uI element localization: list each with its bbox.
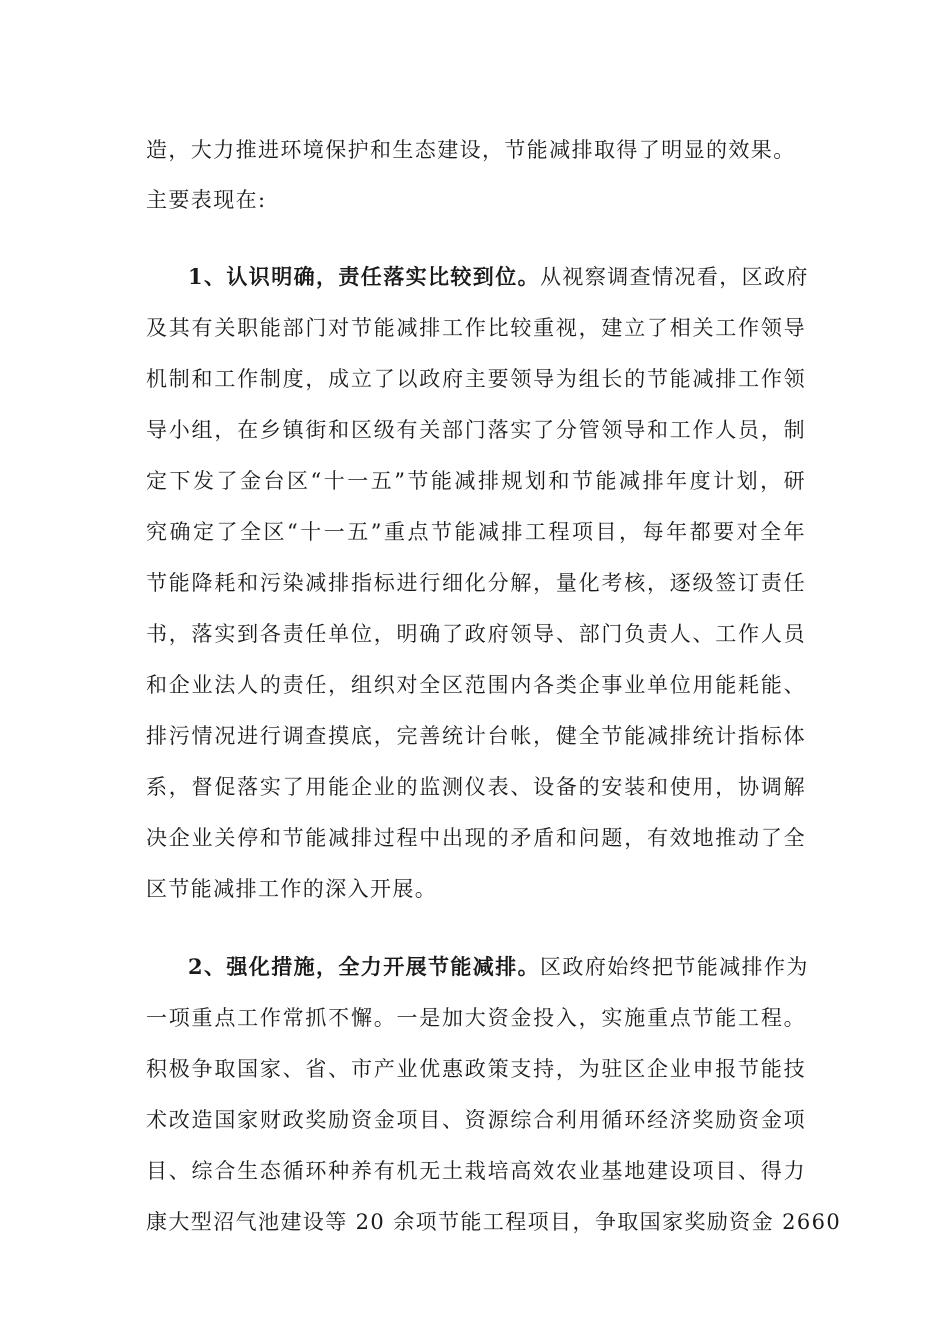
text-line bbox=[146, 721, 806, 751]
line-text: 一项重点工作常抓不懈。一是加大资金投入，实施重点节能工程。 bbox=[146, 1006, 806, 1030]
line-text: 决企业关停和节能减排过程中出现的矛盾和问题，有效地推动了全 bbox=[146, 826, 806, 850]
text-line bbox=[146, 1207, 842, 1237]
text-line bbox=[146, 619, 806, 649]
paragraph-heading-line bbox=[188, 262, 809, 292]
line-text: 和企业法人的责任，组织对全区范围内各类企事业单位用能耗能、 bbox=[146, 673, 806, 697]
line-text: 区政府始终把节能减排作为 bbox=[540, 955, 809, 979]
line-text: 区节能减排工作的深入开展。 bbox=[146, 877, 438, 901]
text-line bbox=[146, 874, 437, 904]
line-text: 节能降耗和污染减排指标进行细化分解，量化考核，逐级签订责任 bbox=[146, 571, 806, 595]
line-text: 从视察调查情况看，区政府 bbox=[540, 265, 809, 289]
text-line bbox=[146, 568, 806, 598]
paragraph-heading: 2、强化措施，全力开展节能减排。 bbox=[188, 954, 541, 979]
line-text: 及其有关职能部门对节能减排工作比较重视，建立了相关工作领导 bbox=[146, 316, 806, 340]
line-text: 究确定了全区“十一五”重点节能减排工程项目，每年都要对全年 bbox=[146, 520, 806, 544]
text-line bbox=[146, 185, 266, 215]
line-text: 机制和工作制度，成立了以政府主要领导为组长的节能减排工作领 bbox=[146, 367, 806, 391]
text-line bbox=[146, 670, 806, 700]
text-line bbox=[146, 135, 796, 165]
line-text: 术改造国家财政奖励资金项目、资源综合利用循环经济奖励资金项 bbox=[146, 1108, 806, 1132]
paragraph-heading-line bbox=[188, 952, 809, 982]
text-line bbox=[146, 1054, 806, 1084]
line-text: 造，大力推进环境保护和生态建设，节能减排取得了明显的效果。 bbox=[146, 138, 796, 162]
text-line bbox=[146, 313, 806, 343]
line-text: 排污情况进行调查摸底，完善统计台帐，健全节能减排统计指标体 bbox=[146, 724, 806, 748]
text-line bbox=[146, 517, 806, 547]
line-text: 积极争取国家、省、市产业优惠政策支持，为驻区企业申报节能技 bbox=[146, 1057, 806, 1081]
line-text: 导小组，在乡镇街和区级有关部门落实了分管领导和工作人员，制 bbox=[146, 418, 806, 442]
line-text: 系，督促落实了用能企业的监测仪表、设备的安装和使用，协调解 bbox=[146, 775, 806, 799]
text-line bbox=[146, 1105, 806, 1135]
text-line bbox=[146, 772, 806, 802]
paragraph-heading: 1、认识明确，责任落实比较到位。 bbox=[188, 264, 541, 289]
text-line bbox=[146, 823, 806, 853]
text-line bbox=[146, 1003, 806, 1033]
line-text: 目、综合生态循环种养有机无土栽培高效农业基地建设项目、得力 bbox=[146, 1159, 806, 1183]
text-line bbox=[146, 466, 806, 496]
line-text: 主要表现在: bbox=[146, 188, 267, 212]
text-line bbox=[146, 1156, 806, 1186]
text-line bbox=[146, 364, 806, 394]
line-text: 定下发了金台区“十一五”节能减排规划和节能减排年度计划，研 bbox=[146, 469, 806, 493]
line-text: 书，落实到各责任单位，明确了政府领导、部门负责人、工作人员 bbox=[146, 622, 806, 646]
line-text: 康大型沼气池建设等 20 余项节能工程项目，争取国家奖励资金 2660 bbox=[146, 1210, 842, 1234]
text-line bbox=[146, 415, 806, 445]
